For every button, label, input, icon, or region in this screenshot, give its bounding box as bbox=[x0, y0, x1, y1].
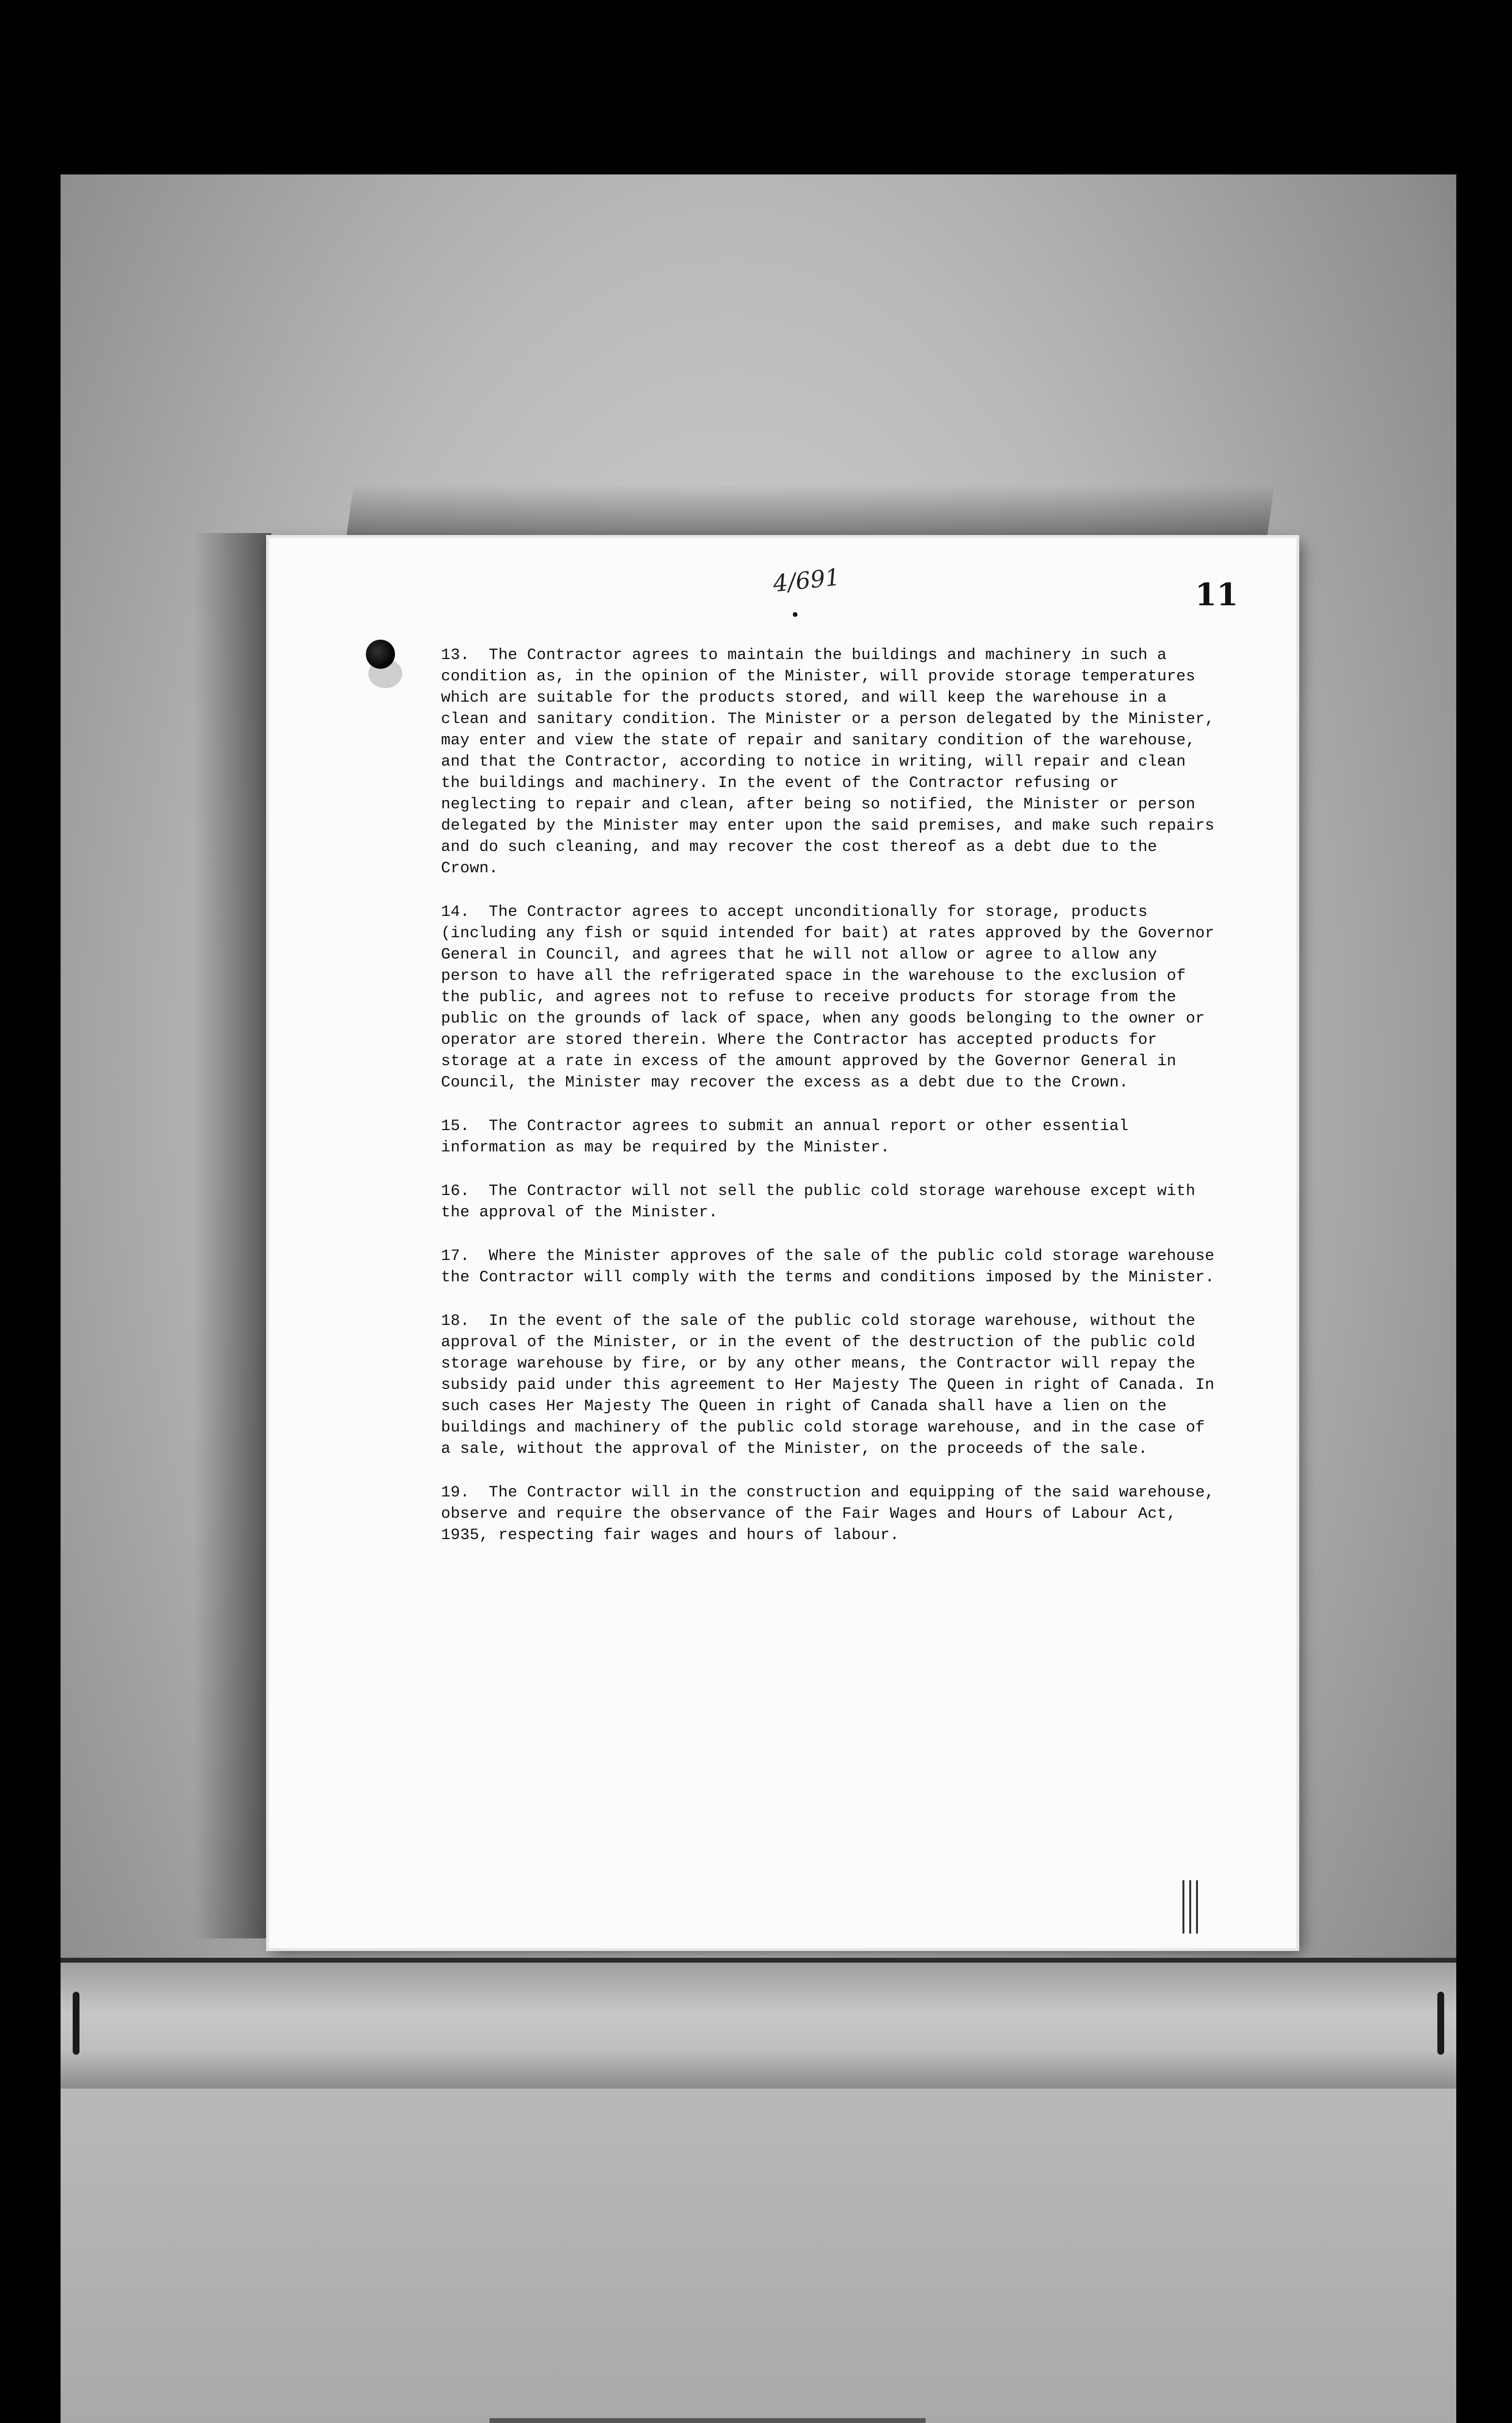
clause-text: Where the Minister approves of the sale of the public cold storage warehouse the Contractor will comply with the terms and conditions imposed by the Minister. bbox=[441, 1247, 1214, 1286]
clause-text: In the event of the sale of the public cold storage warehouse, without the approval of the Minister, or in the event of the destruction of the public cold storage warehouse by fire, or by any other means, the Contractor will repay the subsidy paid under this agreement to Her Majesty The Queen in right of Canada. In such cases Her Majesty The Queen in right of Canada shall have a lien on the buildings and machinery of the public cold storage warehouse, and in the case of a sale, without the approval of the Minister, on the proceeds of the sale. bbox=[441, 1312, 1214, 1458]
film-strip-band bbox=[61, 1958, 1456, 2093]
clause-number: 14. bbox=[441, 903, 470, 921]
clause-15 bbox=[441, 1116, 1221, 1158]
clause-number: 15. bbox=[441, 1117, 470, 1135]
film-lower-area bbox=[61, 2089, 1456, 2423]
clause-number: 13. bbox=[441, 646, 470, 664]
clause-text: The Contractor agrees to accept unconditionally for storage, products (including any fish or squid intended for bait) at rates approved by the Governor General in Council, and agrees that he will not allow or agree to allow any person to have all the refrigerated space in the warehouse to the exclusion of the public, and agrees not to refuse to receive products for storage from the public on the grounds of lack of space, when any goods belonging to the owner or operator are stored therein. Where the Contractor has accepted products for storage at a rate in excess of the amount approved by the Governor General in Council, the Minister may recover the excess as a debt due to the Crown. bbox=[441, 903, 1214, 1091]
clause-number: 19. bbox=[441, 1483, 470, 1501]
clause-number: 16. bbox=[441, 1182, 470, 1200]
clause-text: The Contractor agrees to submit an annual report or other essential information as may be required by the Minister. bbox=[441, 1117, 1129, 1156]
clause-13 bbox=[441, 645, 1221, 879]
film-edge-label bbox=[489, 2418, 926, 2423]
clause-18 bbox=[441, 1310, 1221, 1460]
document-body bbox=[441, 645, 1221, 1568]
tick-mark bbox=[1189, 1880, 1191, 1934]
clause-text: The Contractor will not sell the public cold storage warehouse except with the approval of the Minister. bbox=[441, 1182, 1196, 1221]
clause-17 bbox=[441, 1245, 1221, 1288]
film-shadow bbox=[194, 533, 271, 1938]
page-number: 11 bbox=[1195, 577, 1238, 613]
handwritten-reference: 4/691 bbox=[772, 563, 841, 598]
tick-mark bbox=[1196, 1880, 1198, 1934]
document-page bbox=[269, 538, 1296, 1948]
clause-number: 18. bbox=[441, 1312, 470, 1330]
hole-punch-icon bbox=[366, 640, 395, 669]
clause-text: The Contractor will in the construction and equipping of the said warehouse, observe and require the observance of the Fair Wages and Hours of Labour Act, 1935, respecting fair wages and hours of labour. bbox=[441, 1483, 1214, 1544]
sprocket-hole-icon bbox=[73, 1992, 79, 2055]
clause-14 bbox=[441, 901, 1221, 1093]
clause-19 bbox=[441, 1482, 1221, 1546]
clause-16 bbox=[441, 1180, 1221, 1223]
film-tick-marks bbox=[1182, 1880, 1212, 1948]
sprocket-hole-icon bbox=[1437, 1992, 1444, 2055]
clause-number: 17. bbox=[441, 1247, 470, 1265]
ref-mark-icon: • bbox=[790, 606, 801, 626]
tick-mark bbox=[1182, 1880, 1184, 1934]
clause-text: The Contractor agrees to maintain the buildings and machinery in such a condition as, in the opinion of the Minister, will provide storage temperatures which are suitable for the products stored, and will keep the warehouse in a clean and sanitary condition. The Minister or a person delegated by the Minister, may enter and view the state of repair and sanitary condition of the warehouse, and that the Contractor, according to notice in writing, will repair and clean the buildings and machinery. In the event of the Contractor refusing or neglecting to repair and clean, after being so notified, the Minister or person delegated by the Minister may enter upon the said premises, and make such repairs and do such cleaning, and may recover the cost thereof as a debt due to the Crown. bbox=[441, 646, 1214, 877]
